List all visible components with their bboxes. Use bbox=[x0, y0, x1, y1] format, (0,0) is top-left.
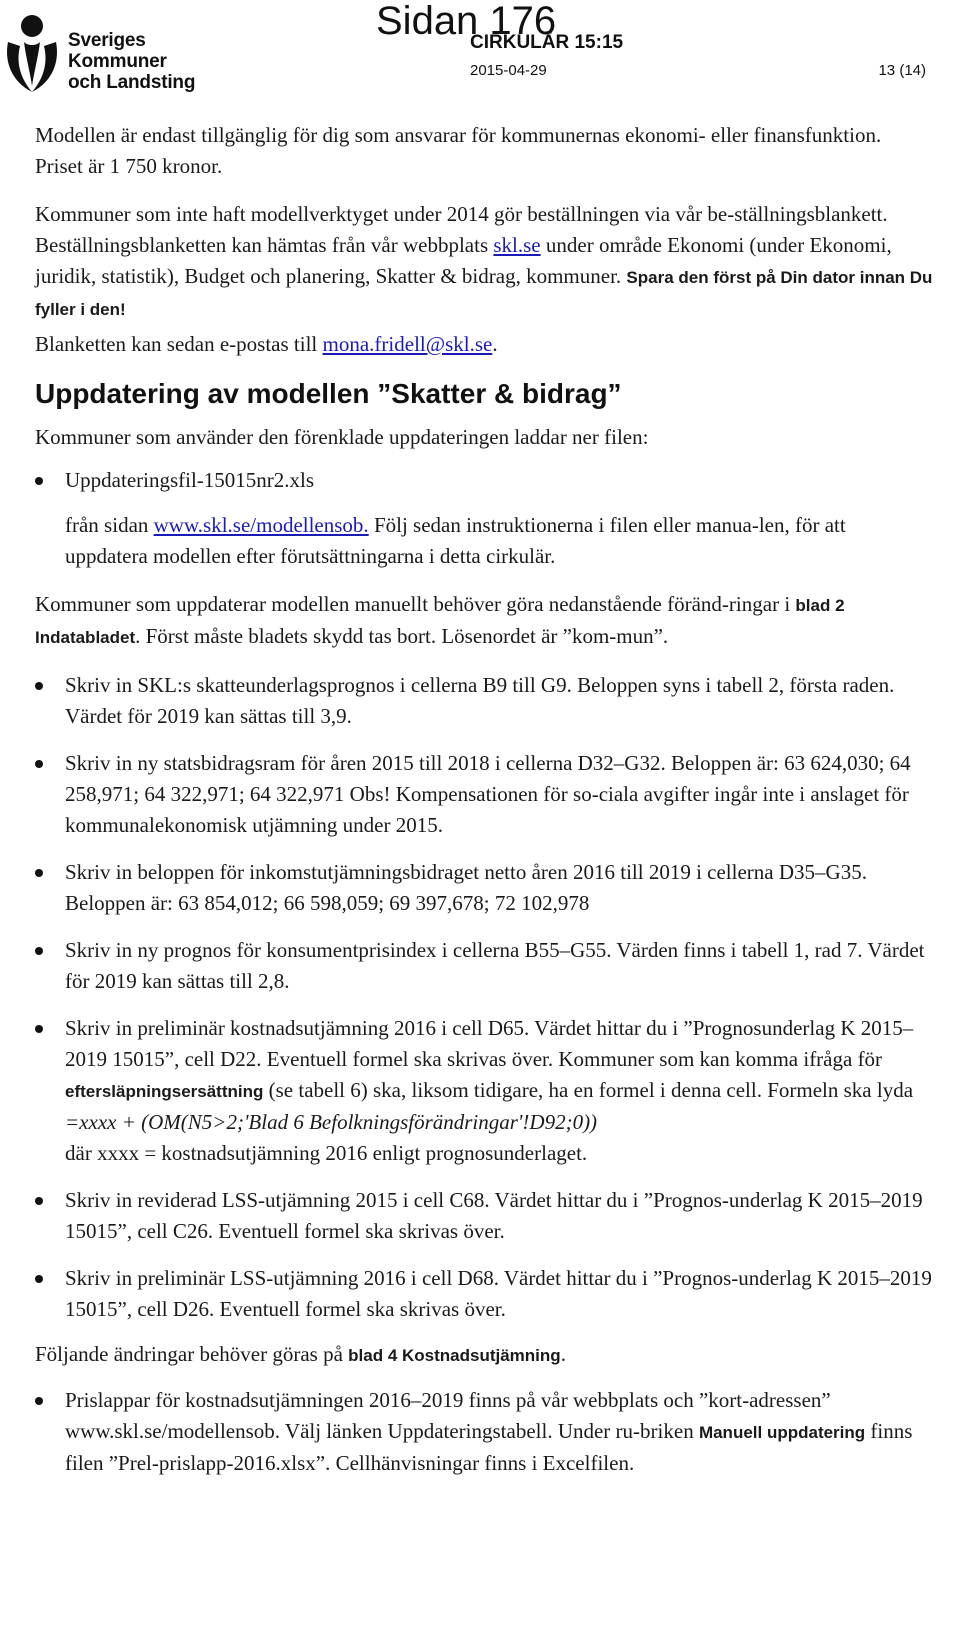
instruction-list bbox=[35, 670, 933, 1325]
bullet-icon bbox=[35, 947, 43, 955]
text-span: Blanketten kan sedan e-postas till bbox=[35, 332, 323, 356]
text-span: Kommuner som uppdaterar modellen manuellt behöver göra nedanstående föränd-ringar i bbox=[35, 592, 796, 616]
list-item-text: där xxxx = kostnadsutjämning 2016 enligt prognosunderlaget. bbox=[65, 1141, 588, 1165]
org-name bbox=[68, 30, 195, 93]
list-item-text: Skriv in preliminär LSS-utjämning 2016 i cell D68. Värdet hittar du i ”Prognos-underlag K 2015–2019 15015”, cell D26. Eventuell formel ska skrivas över. bbox=[65, 1266, 932, 1321]
section-heading: Uppdatering av modellen ”Skatter & bidrag” bbox=[35, 378, 622, 409]
list-item bbox=[35, 1013, 933, 1169]
circular-number: CIRKULÄR 15:15 bbox=[470, 32, 624, 53]
heading-bold: Manuell uppdatering bbox=[698, 1423, 866, 1442]
sheet-name: blad 2 Indatabladet bbox=[35, 596, 845, 647]
text-span: under område Ekonomi (under Ekonomi, juridik, statistik), Budget och planering, Skatter & bidrag, kommuner. bbox=[35, 233, 892, 288]
sheet-name: blad 4 Kostnadsutjämning bbox=[348, 1346, 561, 1365]
text-span: . bbox=[560, 1342, 566, 1366]
list-item-text: (se tabell 6) ska, liksom tidigare, ha en formel i denna cell. Formeln ska lyda bbox=[263, 1078, 914, 1102]
text-span: Följande ändringar behöver göras på bbox=[35, 1342, 349, 1366]
org-name-line: Sveriges bbox=[68, 30, 146, 51]
paragraph-download: Kommuner som använder den förenklade uppdateringen laddar ner filen: bbox=[35, 425, 649, 449]
text-span: . bbox=[492, 332, 498, 356]
paragraph-sheet4 bbox=[35, 1339, 933, 1371]
skl-emblem-icon bbox=[2, 12, 64, 94]
text-span: från sidan bbox=[65, 513, 154, 537]
formula: =xxxx + (OM(N5>2;'Blad 6 Befolkningsförändringar'!D92;0)) bbox=[65, 1110, 598, 1134]
list-item bbox=[35, 935, 933, 997]
bullet-icon bbox=[35, 1275, 43, 1283]
paragraph-manual bbox=[35, 589, 933, 653]
list-item-text: Skriv in preliminär kostnadsutjämning 2016 i cell D65. Värdet hittar du i ”Prognosunderlag K 2015–2019 15015”, cell D22. Eventuell formel ska skrivas över. Kommuner som kan komma ifråga för bbox=[65, 1016, 914, 1071]
paragraph-order bbox=[35, 199, 933, 325]
text-span: Följ sedan instruktionerna i filen eller manua-len, för att uppdatera modellen efter förutsättningarna i detta cirkulär. bbox=[65, 513, 846, 568]
list-item bbox=[35, 1185, 933, 1247]
save-warning: Spara den först på Din dator innan Du fyller i den! bbox=[35, 268, 933, 319]
bullet-icon bbox=[35, 1397, 43, 1405]
list-item-text: Skriv in beloppen för inkomstutjämningsbidraget netto åren 2016 till 2019 i cellerna D35–G35. Beloppen är: 63 854,012; 66 598,059; 69 397,678; 72 102,978 bbox=[65, 860, 867, 915]
file-name: Uppdateringsfil-15015nr2.xls bbox=[65, 468, 315, 492]
bullet-icon bbox=[35, 869, 43, 877]
list-item bbox=[35, 857, 933, 919]
email-link[interactable]: mona.fridell@skl.se bbox=[322, 332, 493, 356]
bullet-icon bbox=[35, 477, 43, 485]
list-item-text: finns filen ”Prel-prislapp-2016.xlsx”. Cellhänvisningar finns i Excelfilen. bbox=[65, 1419, 913, 1475]
list-item bbox=[35, 670, 933, 732]
bullet-icon bbox=[35, 682, 43, 690]
modellensob-link[interactable]: www.skl.se/modellensob. bbox=[153, 513, 369, 537]
list-item bbox=[35, 748, 933, 841]
org-logo bbox=[2, 12, 202, 97]
term-bold: eftersläpningsersättning bbox=[65, 1082, 264, 1101]
skl-link[interactable]: skl.se bbox=[493, 233, 541, 257]
list-item-text: Skriv in SKL:s skatteunderlagsprognos i cellerna B9 till G9. Beloppen syns i tabell 2, första raden. Värdet för 2019 kan sättas till 3,9. bbox=[65, 673, 895, 728]
list-item-text: Skriv in ny statsbidragsram för åren 2015 till 2018 i cellerna D32–G32. Beloppen är: 63 624,030; 64 258,971; 64 322,971; 64 322,971 Obs! Kompensationen för so-ciala avgifter ingår inte i anslaget för kommunalekonomisk utjämning under 2015. bbox=[65, 751, 911, 837]
paragraph-price: Modellen är endast tillgänglig för dig som ansvarar för kommunernas ekonomi- eller finansfunktion. Priset är 1 750 kronor. bbox=[35, 123, 882, 178]
list-item-file bbox=[35, 465, 933, 496]
list-item-text: Skriv in reviderad LSS-utjämning 2015 i cell C68. Värdet hittar du i ”Prognos-underlag K 2015–2019 15015”, cell C26. Eventuell formel ska skrivas över. bbox=[65, 1188, 923, 1243]
bullet-icon bbox=[35, 1197, 43, 1205]
bullet-icon bbox=[35, 1025, 43, 1033]
text-span: Kommuner som inte haft modellverktyget under 2014 gör beställningen via vår be-ställningsblankett. Beställningsblanketten kan hämtas från vår webbplats bbox=[35, 202, 888, 257]
page-number: 13 (14) bbox=[878, 62, 926, 79]
list-item-text: Prislappar för kostnadsutjämningen 2016–2019 finns på vår webbplats och ”kort-adressen” www.skl.se/modellensob. Välj länken Uppdateringstabell. Under ru-briken bbox=[65, 1388, 831, 1443]
file-list bbox=[35, 465, 933, 496]
list-item-text: Skriv in ny prognos för konsumentprisindex i cellerna B55–G55. Värden finns i tabell 1, rad 7. Värdet för 2019 kan sättas till 2,8. bbox=[65, 938, 925, 993]
page-label: Sidan 176 bbox=[376, 0, 557, 43]
list-item bbox=[35, 1385, 933, 1479]
instruction-list-2 bbox=[35, 1385, 933, 1479]
bullet-icon bbox=[35, 760, 43, 768]
text-span: . Först måste bladets skydd tas bort. Lösenordet är ”kom-mun”. bbox=[135, 624, 669, 648]
org-name-line: och Landsting bbox=[68, 72, 196, 93]
list-item bbox=[35, 1263, 933, 1325]
paragraph-email bbox=[35, 329, 933, 360]
paragraph-from-page bbox=[35, 510, 933, 572]
document-body bbox=[35, 120, 933, 1479]
org-name-line: Kommuner bbox=[68, 51, 167, 72]
document-date: 2015-04-29 bbox=[470, 62, 547, 79]
